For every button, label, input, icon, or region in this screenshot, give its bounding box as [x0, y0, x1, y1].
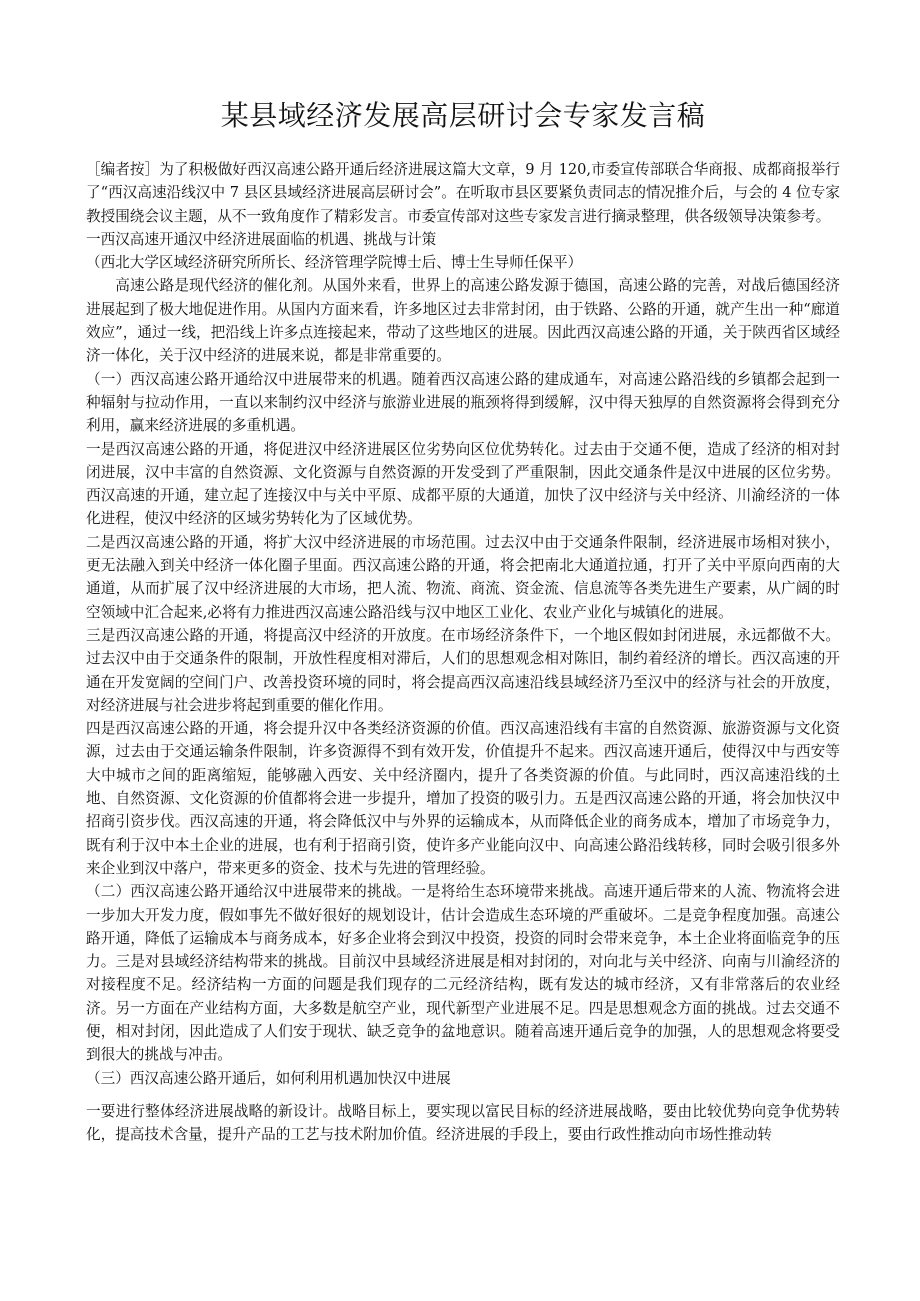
body-paragraph: （二）西汉高速公路开通给汉中进展带来的挑战。一是将给生态环境带来挑战。高速开通后带来的人流、物流将会进一步加大开发力度，假如事先不做好很好的规划设计，估计会造成生态环境的严重破坏。二是竞争程度加强。高速公路开通，降低了运输成本与商务成本，好多企业将会到汉中投资，投资的同时会带来竞争，本土企业将面临竞争的压力。三是对县域经济结构带来的挑战。目前汉中县域经济进展是相对封闭的，对向北与关中经济、向南与川渝经济的对接程度不足。经济结构一方面的问题是我们现存的二元经济结构，既有发达的城市经济，又有非常落后的农业经济。另一方面在产业结构方面，大多数是航空产业，现代新型产业进展不足。四是思想观念方面的挑战。过去交通不便，相对封闭，因此造成了人们安于现状、缺乏竞争的盆地意识。随着高速开通后竞争的加强，人的思想观念将要受到很大的挑战与冲击。: [86, 883, 840, 1064]
body-paragraph: 三是西汉高速公路的开通，将提高汉中经济的开放度。在市场经济条件下，一个地区假如封闭进展，永远都做不大。过去汉中由于交通条件的限制，开放性程度相对滞后，人们的思想观念相对陈旧，制约着经济的增长。西汉高速的开通在开发宽阔的空间门户、改善投资环境的同时，将会提高西汉高速沿线县域经济乃至汉中的经济与社会的开放度，对经济进展与社会进步将起到重要的催化作用。: [86, 626, 840, 714]
editor-note-paragraph: ［编者按］为了积极做好西汉高速公路开通后经济进展这篇大文章，9 月 120,市委宣传部联合华商报、成都商报举行了“西汉高速沿线汉中 7 县区县域经济进展高层研讨会”。在听取市县区要紧负责同志的情况推介后，与会的 4 位专家教授围绕会议主题，从不一致角度作了精彩发言。市委宣传部对这些专家发言进行摘录整理，供各级领导决策参考。: [86, 161, 840, 225]
author-affiliation: （西北大学区域经济研究所所长、经济管理学院博士后、博士生导师任保平）: [86, 254, 583, 272]
section-heading: 一西汉高速开通汉中经济进展面临的机遇、挑战与计策: [86, 230, 437, 248]
body-paragraph: 一是西汉高速公路的开通，将促进汉中经济进展区位劣势向区位优势转化。过去由于交通不便，造成了经济的相对封闭进展，汉中丰富的自然资源、文化资源与自然资源的开发受到了严重限制，因此交通条件是汉中进展的区位劣势。西汉高速的开通，建立起了连接汉中与关中平原、成都平原的大通道，加快了汉中经济与关中经济、川渝经济的一体化进程，使汉中经济的区域劣势转化为了区域优势。: [86, 440, 840, 528]
body-paragraph: 四是西汉高速公路的开通，将会提升汉中各类经济资源的价值。西汉高速沿线有丰富的自然资源、旅游资源与文化资源，过去由于交通运输条件限制，许多资源得不到有效开发，价值提升不起来。西汉高速开通后，使得汉中与西安等大中城市之间的距离缩短，能够融入西安、关中经济圈内，提升了各类资源的价值。与此同时，西汉高速沿线的土地、自然资源、文化资源的价值都将会进一步提升，增加了投资的吸引力。五是西汉高速公路的开通，将会加快汉中招商引资步伐。西汉高速的开通，将会降低汉中与外界的运输成本，从而降低企业的商务成本，增加了市场竞争力，既有利于汉中本土企业的进展，也有利于招商引资，使许多产业能向汉中、向高速公路沿线转移，同时会吸引很多外来企业到汉中落户，带来更多的资金、技术与先进的管理经验。: [86, 720, 840, 877]
document-body: [86, 158, 840, 1146]
subsection-heading: （三）西汉高速公路开通后，如何利用机遇加快汉中进展: [86, 1069, 451, 1087]
body-paragraph: 高速公路是现代经济的催化剂。从国外来看，世界上的高速公路发源于德国，高速公路的完善，对战后德国经济进展起到了极大地促进作用。从国内方面来看，许多地区过去非常封闭，由于铁路、公路的开通，就产生出一种“廊道效应”，通过一线，把沿线上许多点连接起来，带动了这些地区的进展。因此西汉高速公路的开通，关于陕西省区域经济一体化，关于汉中经济的进展来说，都是非常重要的。: [86, 277, 840, 365]
document-title: 某县域经济发展高层研讨会专家发言稿: [220, 99, 706, 132]
body-paragraph: 一要进行整体经济进展战略的新设计。战略目标上，要实现以富民目标的经济进展战略，要由比较优势向竞争优势转化，提高技术含量，提升产品的工艺与技术附加价值。经济进展的手段上，要由行政性推动向市场性推动转: [86, 1102, 840, 1144]
body-paragraph: （一）西汉高速公路开通给汉中进展带来的机遇。随着西汉高速公路的建成通车，对高速公路沿线的乡镇都会起到一种辐射与拉动作用，一直以来制约汉中经济与旅游业进展的瓶颈将得到缓解，汉中得天独厚的自然资源将会得到充分利用，赢来经济进展的多重机遇。: [86, 370, 840, 435]
body-paragraph: 二是西汉高速公路的开通，将扩大汉中经济进展的市场范围。过去汉中由于交通条件限制，经济进展市场相对狭小，更无法融入到关中经济一体化圈子里面。西汉高速公路的开通，将会把南北大通道拉通，打开了关中平原向西南的大通道，从而扩展了汉中经济进展的大市场，把人流、物流、商流、资金流、信息流等各类先进生产要素，从广阔的时空领域中汇合起来,必将有力推进西汉高速公路沿线与汉中地区工业化、农业产业化与城镇化的进展。: [86, 533, 840, 621]
